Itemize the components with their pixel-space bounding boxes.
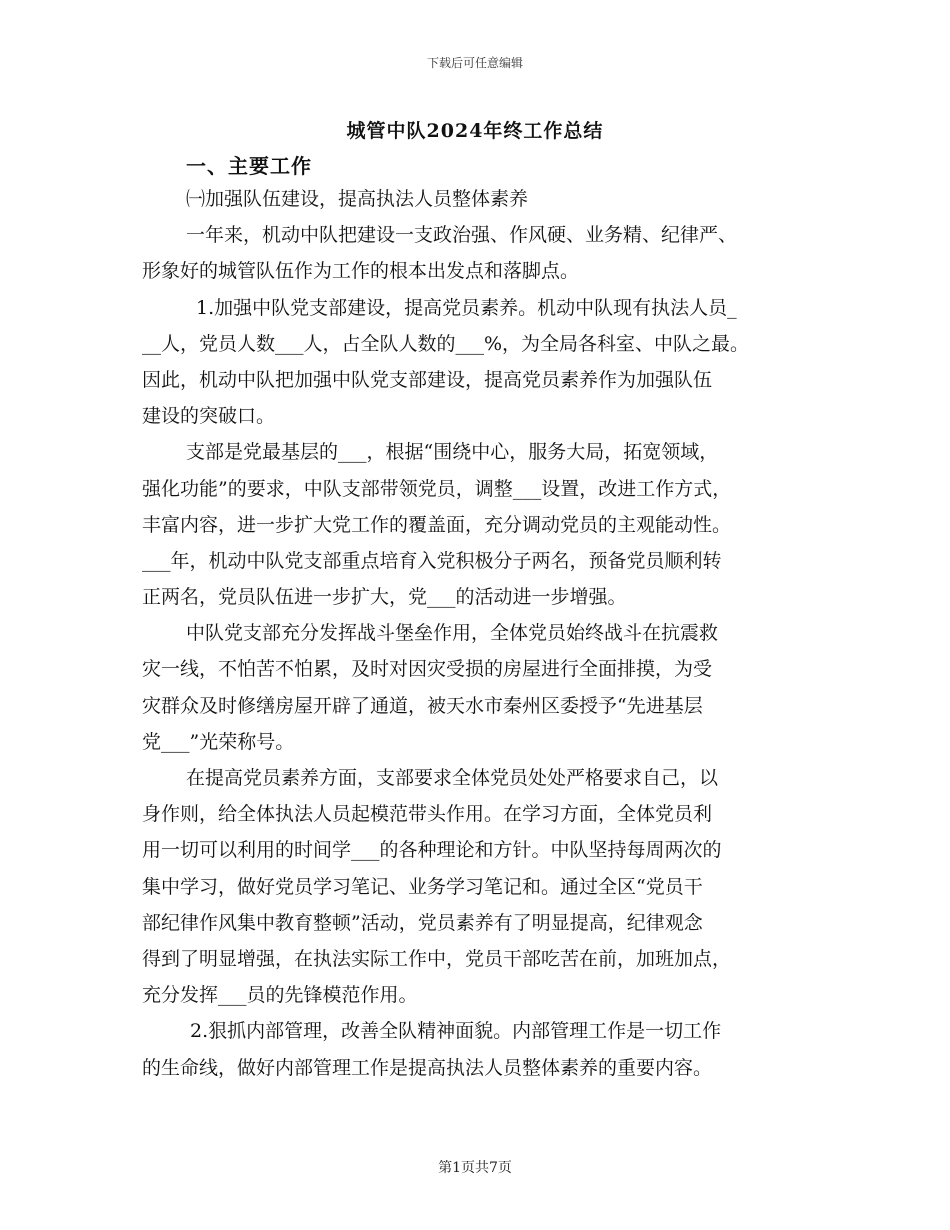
paragraph-line: 得到了明显增强，在执法实际工作中，党员干部吃苦在前，加班加点， (142, 947, 732, 970)
paragraph-line: 身作则，给全体执法人员起模范带头作用。在学习方面，全体党员利 (142, 803, 713, 826)
paragraph-line: 的生命线，做好内部管理工作是提高执法人员整体素养的重要内容。 (142, 1056, 713, 1079)
paragraph-line: 集中学习，做好党员学习笔记、业务学习笔记和。通过全区“党员干 (142, 875, 703, 898)
paragraph-line: ___年，机动中队党支部重点培育入党积极分子两名，预备党员顺利转 (142, 549, 722, 572)
paragraph-line: 党___”光荣称号。 (142, 730, 295, 753)
paragraph-line: 用一切可以利用的时间学___的各种理论和方针。中队坚持每周两次的 (142, 839, 722, 862)
paragraph-line: 灾群众及时修缮房屋开辟了通道，被天水市秦州区委授予“先进基层 (142, 694, 703, 717)
paragraph-line: 正两名，党员队伍进一步扩大，党___的活动进一步增强。 (142, 586, 627, 609)
paragraph-line: 丰富内容，进一步扩大党工作的覆盖面，充分调动党员的主观能动性。 (142, 513, 732, 536)
paragraph-line: 充分发挥___员的先锋模范作用。 (142, 984, 418, 1007)
page-footer: 第1页共7页 (438, 1160, 512, 1176)
paragraph-line: 因此，机动中队把加强中队党支部建设，提高党员素养作为加强队伍 (142, 368, 713, 391)
paragraph-line: 灾一线，不怕苦不怕累，及时对因灾受损的房屋进行全面排摸，为受 (142, 658, 713, 681)
paragraph-line: 强化功能”的要求，中队支部带领党员，调整___设置，改进工作方式， (142, 477, 732, 500)
paragraph-line: 形象好的城管队伍作为工作的根本出发点和落脚点。 (142, 260, 580, 283)
document-title: 城管中队2024年终工作总结 (346, 120, 604, 142)
paragraph-line: 建设的突破口。 (142, 405, 276, 428)
paragraph-line: 部纪律作风集中教育整顿”活动，党员素养有了明显提高，纪律观念 (142, 911, 703, 934)
paragraph-line: 在提高党员素养方面，支部要求全体党员处处严格要求自己，以 (186, 767, 719, 789)
header-note: 下载后可任意编辑 (426, 56, 523, 70)
paragraph-line: 一年来，机动中队把建设一支政治强、作风硬、业务精、纪律严、 (186, 224, 738, 247)
paragraph-line: 中队党支部充分发挥战斗堡垒作用，全体党员始终战斗在抗震救 (186, 622, 719, 645)
paragraph-line: 2.狠抓内部管理，改善全队精神面貌。内部管理工作是一切工作 (190, 1020, 722, 1043)
subsection-heading: ㈠加强队伍建设，提高执法人员整体素养 (186, 188, 529, 210)
section-heading: 一、主要工作 (186, 154, 312, 178)
paragraph-line: __人，党员人数___人，占全队人数的___%，为全局各科室、中队之最。 (142, 332, 750, 355)
paragraph-line: 1.加强中队党支部建设，提高党员素养。机动中队现有执法人员_ (196, 296, 737, 319)
paragraph-line: 支部是党最基层的___，根据“围绕中心，服务大局，拓宽领域， (186, 441, 719, 464)
document-body (142, 181, 822, 1086)
